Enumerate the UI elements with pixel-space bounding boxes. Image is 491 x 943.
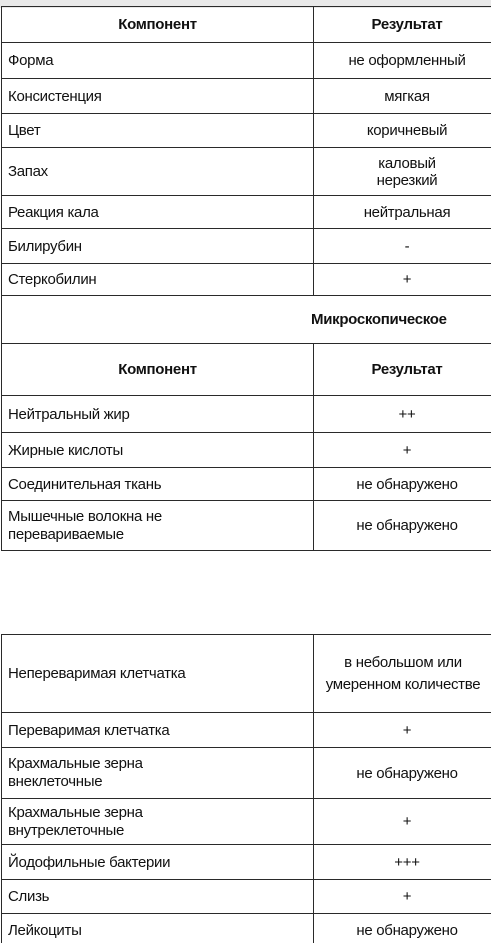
table-row	[2, 433, 491, 468]
row-value: не оформленный	[314, 43, 491, 79]
microscopy-table	[1, 634, 491, 943]
header-result: Результат	[314, 7, 491, 43]
table-row	[2, 635, 491, 713]
row-value: не обнаружено	[314, 914, 491, 943]
table-row	[2, 880, 491, 914]
row-value: коричневый	[314, 114, 491, 148]
row-label: Жирные кислоты	[2, 433, 314, 468]
row-value: +	[314, 799, 491, 845]
table-row	[2, 79, 491, 114]
table-row	[2, 229, 491, 264]
header-component: Компонент	[2, 7, 314, 43]
table-row	[2, 43, 491, 79]
row-label: Переваримая клетчатка	[2, 713, 314, 748]
row-value: мягкая	[314, 79, 491, 114]
table-row	[2, 501, 491, 551]
row-label: Цвет	[2, 114, 314, 148]
row-value: +	[314, 433, 491, 468]
row-label: Крахмальные зерна внеклеточные	[2, 748, 314, 799]
table-header-row	[2, 344, 491, 396]
row-value: не обнаружено	[314, 748, 491, 799]
row-label: Крахмальные зерна внутреклеточные	[2, 799, 314, 845]
row-label: Реакция кала	[2, 196, 314, 229]
row-value: +	[314, 713, 491, 748]
row-label: Соединительная ткань	[2, 468, 314, 501]
header-result: Результат	[314, 344, 491, 396]
row-value: ++	[314, 396, 491, 433]
section-title: Микроскопическое	[2, 296, 491, 344]
table-row	[2, 799, 491, 845]
row-value: +	[314, 264, 491, 296]
row-label: Слизь	[2, 880, 314, 914]
row-label: Билирубин	[2, 229, 314, 264]
table-row	[2, 264, 491, 296]
table-row	[2, 845, 491, 880]
row-label: Йодофильные бактерии	[2, 845, 314, 880]
row-value: +++	[314, 845, 491, 880]
row-value: каловый нерезкий	[314, 148, 491, 196]
table-header-row	[2, 7, 491, 43]
row-value: не обнаружено	[314, 501, 491, 551]
row-label: Форма	[2, 43, 314, 79]
table-row	[2, 713, 491, 748]
table-row	[2, 148, 491, 196]
row-value: -	[314, 229, 491, 264]
section-row	[2, 296, 491, 344]
table-row	[2, 468, 491, 501]
row-label: Запах	[2, 148, 314, 196]
table-row	[2, 748, 491, 799]
row-label: Нейтральный жир	[2, 396, 314, 433]
row-value: в небольшом или умеренном количестве	[314, 635, 491, 713]
row-label: Мышечные волокна не перевариваемые	[2, 501, 314, 551]
row-value: не обнаружено	[314, 468, 491, 501]
stool-analysis-table	[1, 6, 491, 551]
row-value: нейтральная	[314, 196, 491, 229]
table-row	[2, 114, 491, 148]
row-value: +	[314, 880, 491, 914]
row-label: Лейкоциты	[2, 914, 314, 943]
row-label: Стеркобилин	[2, 264, 314, 296]
row-label: Непереваримая клетчатка	[2, 635, 314, 713]
row-label: Консистенция	[2, 79, 314, 114]
header-component: Компонент	[2, 344, 314, 396]
table-row	[2, 396, 491, 433]
table-row	[2, 196, 491, 229]
table-row	[2, 914, 491, 943]
